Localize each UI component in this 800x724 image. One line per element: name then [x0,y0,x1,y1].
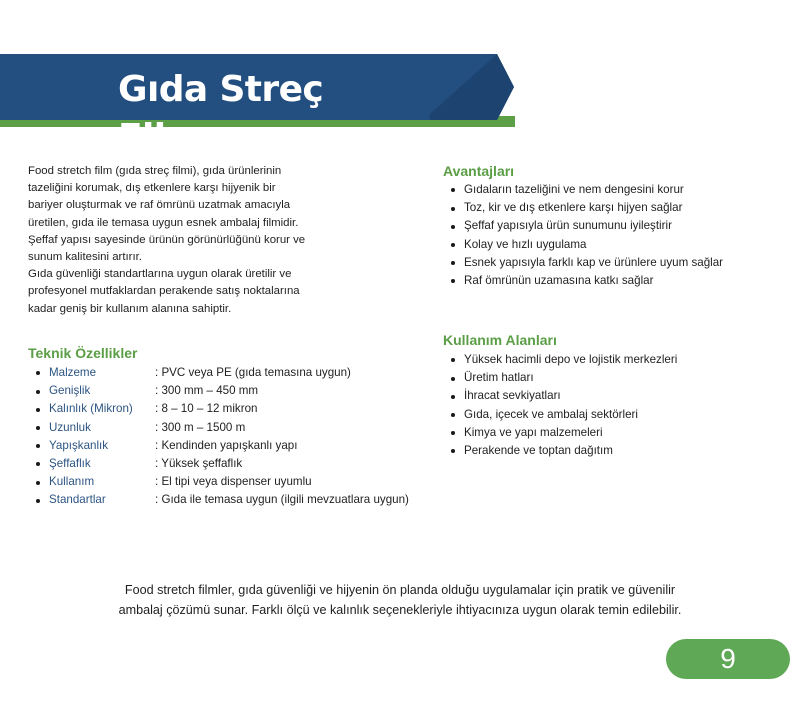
intro-line: bariyer oluşturmak ve raf ömrünü uzatmak amacıyla [28,199,291,212]
bullet-icon [451,279,455,283]
advantages-heading: Avantajları [443,163,515,179]
spec-row [34,364,409,382]
advantage-text: Raf ömrünün uzamasına katkı sağlar [464,273,654,287]
spec-value: : El tipi veya dispenser uyumlu [155,475,312,489]
technical-heading: Teknik Özellikler [28,345,138,361]
spec-value: : Kendinden yapışkanlı yapı [155,438,298,452]
bullet-icon [451,377,455,381]
bullet-icon [451,431,455,435]
bullet-icon [36,371,40,375]
bullet-icon [451,449,455,453]
intro-line: üretilen, gıda ile temasa uygun esnek ambalaj filmidir. [28,216,299,229]
spec-row [34,382,409,400]
bullet-icon [451,243,455,247]
list-item [449,424,677,442]
technical-spec-list [34,364,409,510]
spec-row [34,437,409,455]
spec-row [34,455,409,473]
spec-row [34,491,409,509]
spec-value: : Gıda ile temasa uygun (ilgili mevzuatlara uygun) [155,493,409,507]
usage-text: Perakende ve toptan dağıtım [464,443,613,457]
list-item [449,369,677,387]
spec-label: Şeffaflık [49,456,91,470]
advantage-text: Esnek yapısıyla farklı kap ve ürünlere uyum sağlar [464,255,724,269]
spec-row [34,400,409,418]
spec-label: Genişlik [49,384,91,398]
advantage-text: Toz, kir ve dış etkenlere karşı hijyen sağlar [464,201,683,215]
bullet-icon [36,499,40,503]
advantage-text: Kolay ve hızlı uygulama [464,237,587,251]
bullet-icon [36,462,40,466]
closing-statement [40,580,760,620]
intro-line: Gıda güvenliği standartlarına uygun olarak üretilir ve [28,268,292,281]
list-item [449,181,723,199]
spec-row [34,419,409,437]
bullet-icon [451,358,455,362]
intro-line: Şeffaf yapısı sayesinde ürünün görünürlüğünü korur ve [28,233,306,246]
closing-line: Food stretch filmler, gıda güvenliği ve hijyenin ön planda olduğu uygulamalar için pratik ve güvenilir [124,583,676,597]
spec-label: Yapışkanlık [49,438,109,452]
usage-text: İhracat sevkiyatları [464,389,561,403]
usage-text: Yüksek hacimli depo ve lojistik merkezleri [464,353,678,366]
list-item [449,254,723,272]
usage-text: Üretim hatları [464,371,534,385]
spec-label: Kalınlık (Mikron) [49,402,133,416]
page-title: Gıda Streç Film [118,69,324,158]
intro-line: profesyonel mutfaklardan perakende satış noktalarına [28,285,300,298]
usage-list [449,351,677,460]
spec-label: Malzeme [49,366,97,379]
spec-label: Kullanım [49,475,95,489]
list-item [449,406,677,424]
bullet-icon [451,395,455,399]
intro-line: kadar geniş bir kullanım alanına sahiptir. [28,302,232,315]
bullet-icon [451,413,455,417]
list-item [449,217,723,235]
bullet-icon [451,225,455,229]
advantage-text: Şeffaf yapısıyla ürün sunumunu iyileştirir [464,219,672,233]
bullet-icon [36,481,40,485]
closing-line: ambalaj çözümü sunar. Farklı ölçü ve kalınlık seçenekleriyle ihtiyacınıza uygun olarak temin edilebilir. [118,603,682,617]
bullet-icon [451,261,455,265]
advantage-text: Gıdaların tazeliğini ve nem dengesini korur [464,183,684,196]
spec-label: Uzunluk [49,420,91,434]
spec-value: : Yüksek şeffaflık [155,456,243,470]
intro-line: sunum kalitesini artırır. [28,251,142,264]
spec-value: : 8 – 10 – 12 mikron [155,402,258,416]
bullet-icon [451,188,455,192]
intro-line: tazeliğini korumak, dış etkenlere karşı hijyenik bir [28,182,276,195]
list-item [449,236,723,254]
list-item [449,387,677,405]
bullet-icon [451,207,455,211]
list-item [449,442,677,460]
list-item [449,351,677,369]
spec-value: : 300 mm – 450 mm [155,384,259,398]
intro-line: Food stretch film (gıda streç filmi), gıda ürünlerinin [28,165,282,177]
bullet-icon [36,408,40,412]
list-item [449,272,723,290]
spec-row [34,473,409,491]
intro-paragraph [28,163,368,318]
spec-value: : PVC veya PE (gıda temasına uygun) [155,366,351,379]
usage-text: Gıda, içecek ve ambalaj sektörleri [464,407,638,421]
bullet-icon [36,426,40,430]
advantages-list [449,181,723,290]
spec-label: Standartlar [49,493,106,507]
bullet-icon [36,390,40,394]
usage-heading: Kullanım Alanları [443,332,557,348]
spec-value: : 300 m – 1500 m [155,420,246,434]
page-number-badge: 9 [666,639,790,679]
bullet-icon [36,444,40,448]
usage-text: Kimya ve yapı malzemeleri [464,425,603,439]
list-item [449,199,723,217]
